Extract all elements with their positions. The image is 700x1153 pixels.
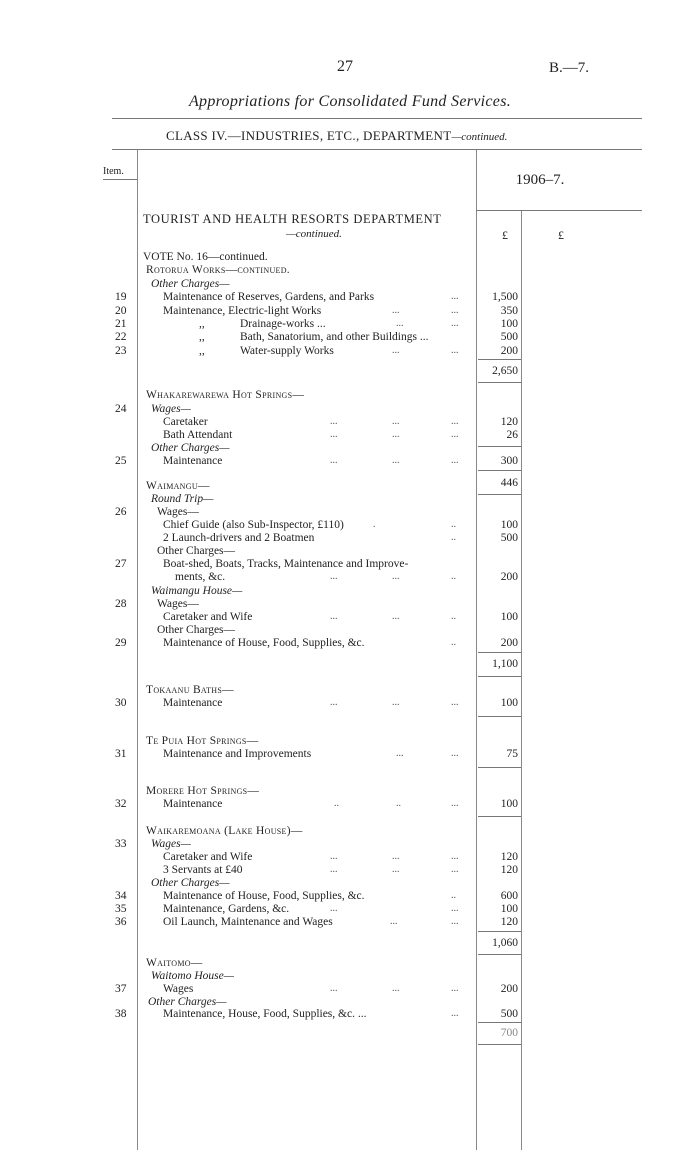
item-number: 35 — [115, 903, 127, 915]
table-row: 23 ,, Water-supply Works ... ... 200 — [115, 345, 518, 357]
table-row: Caretaker and Wife ... ... .. 100 — [163, 611, 518, 623]
item-number: 21 — [115, 318, 127, 330]
table-row: 31 Maintenance and Improvements ... ... 75 — [115, 748, 518, 760]
item-amount: 300 — [500, 455, 518, 467]
list-item — [0, 442, 700, 456]
table-row — [0, 558, 700, 572]
list-item — [0, 264, 700, 278]
item-number: 29 — [115, 637, 127, 649]
list-item — [0, 785, 700, 799]
list-item — [0, 251, 700, 265]
item-amount: 100 — [500, 519, 518, 531]
sum-rule — [478, 382, 521, 383]
subheading: Other Charges— — [157, 545, 236, 557]
section-heading: Waikaremoana (Lake House)— — [146, 825, 303, 837]
subheading: Round Trip— — [151, 493, 214, 505]
item-number: 33 — [115, 838, 127, 850]
table-row: ments, &c. ... ... .. 200 — [175, 571, 518, 583]
section-heading: Waimangu— — [146, 480, 210, 492]
list-item — [0, 624, 700, 638]
table-row: Caretaker and Wife ... ... ... 120 — [163, 851, 518, 863]
item-number: 36 — [115, 916, 127, 928]
item-amount: 26 — [506, 429, 518, 441]
list-item — [0, 735, 700, 749]
table-row: 2 Launch-drivers and 2 Boatmen .. 500 — [163, 532, 518, 544]
item-number: 19 — [115, 291, 127, 303]
section-heading: Whakarewarewa Hot Springs— — [146, 389, 305, 401]
item-text: Bath, Sanatorium, and other Buildings ... — [240, 331, 429, 343]
section-heading: Waitomo— — [146, 957, 203, 969]
item-amount: 600 — [500, 890, 518, 902]
item-text: Caretaker and Wife — [163, 851, 253, 863]
subtotal-waikaremoana: 1,060 — [492, 937, 518, 949]
item-amount: 1,500 — [492, 291, 518, 303]
item-amount: 120 — [500, 864, 518, 876]
subtotal-rotorua: 2,650 — [492, 365, 518, 377]
sum-rule — [478, 954, 521, 955]
subheading: Wages— — [151, 838, 191, 850]
sum-rule — [478, 767, 521, 768]
department-continued: —continued. — [286, 228, 342, 240]
item-text: Wages — [163, 983, 194, 995]
item-text: Caretaker and Wife — [163, 611, 253, 623]
table-row: 37 Wages ... ... ... 200 — [115, 983, 518, 995]
item-number: 22 — [115, 331, 127, 343]
item-number: 38 — [115, 1008, 127, 1020]
subheading: Other Charges— — [157, 624, 236, 636]
item-amount: 100 — [500, 798, 518, 810]
item-number: 37 — [115, 983, 127, 995]
subheading: Wages— — [151, 403, 191, 415]
item-amount: 100 — [500, 697, 518, 709]
item-amount: 500 — [500, 532, 518, 544]
page-number: 27 — [337, 58, 353, 75]
table-row: 19 Maintenance of Reserves, Gardens, and Parks ... 1,500 — [115, 291, 518, 303]
table-row: 35 Maintenance, Gardens, &c. ... ... 100 — [115, 903, 518, 915]
rule-under-heading — [112, 149, 642, 150]
list-item — [0, 278, 700, 292]
sum-rule — [478, 931, 521, 932]
item-number: 34 — [115, 890, 127, 902]
list-item — [0, 493, 700, 507]
table-row: Bath Attendant ... ... ... 26 — [163, 429, 518, 441]
table-row: 34 Maintenance of House, Food, Supplies, &c. .. 600 — [115, 890, 518, 902]
list-item — [0, 598, 700, 612]
item-column-label: Item. — [103, 166, 124, 177]
table-row: Caretaker ... ... ... 120 — [163, 416, 518, 428]
item-number: 23 — [115, 345, 127, 357]
item-amount: 120 — [500, 916, 518, 928]
sum-rule — [478, 1044, 521, 1045]
item-text: Maintenance, Gardens, &c. — [163, 903, 290, 915]
item-text: Chief Guide (also Sub-Inspector, £110) — [163, 519, 344, 531]
sum-rule — [478, 676, 521, 677]
item-text: Bath Attendant — [163, 429, 233, 441]
list-item — [0, 585, 700, 599]
list-item — [0, 480, 700, 494]
list-item — [0, 838, 700, 852]
item-text: 2 Launch-drivers and 2 Boatmen — [163, 532, 315, 544]
item-number: 24 — [115, 403, 127, 415]
subtotal-waimangu: 1,100 — [492, 658, 518, 670]
sum-rule — [478, 816, 521, 817]
item-amount: 200 — [500, 571, 518, 583]
item-text: Maintenance of Reserves, Gardens, and Parks — [163, 291, 375, 303]
subheading: Waimangu House— — [151, 585, 243, 597]
table-row: 32 Maintenance .. .. ... 100 — [115, 798, 518, 810]
table-row: 20 Maintenance, Electric-light Works ... ... 350 — [115, 305, 518, 317]
item-amount: 200 — [500, 345, 518, 357]
section-heading: Tokaanu Baths— — [146, 684, 234, 696]
item-text: Maintenance and Improvements — [163, 748, 312, 760]
item-number: 31 — [115, 748, 127, 760]
list-item — [0, 957, 700, 971]
subheading: Wages— — [157, 598, 199, 610]
year-heading: 1906–7. — [515, 172, 565, 188]
item-amount: 100 — [500, 903, 518, 915]
subheading: Waitomo House— — [151, 970, 234, 982]
subheading: Wages— — [157, 506, 199, 518]
table-row: 22 ,, Bath, Sanatorium, and other Buildings ... 500 — [115, 331, 518, 343]
table-row: Chief Guide (also Sub-Inspector, £110) . .. 100 — [163, 519, 518, 531]
currency-right: £ — [558, 228, 564, 242]
list-item — [0, 403, 700, 417]
table-row: 3 Servants at £40 ... ... ... 120 — [163, 864, 518, 876]
item-text: Maintenance, Electric-light Works — [163, 305, 322, 317]
item-amount: 100 — [500, 318, 518, 330]
item-text: 3 Servants at £40 — [163, 864, 243, 876]
sum-rule — [478, 470, 521, 471]
sum-rule — [478, 359, 521, 360]
item-amount: 500 — [500, 331, 518, 343]
table-row: 25 Maintenance ... ... ... 300 — [115, 455, 518, 467]
list-item — [0, 970, 700, 984]
table-row: 36 Oil Launch, Maintenance and Wages ... ... 120 — [115, 916, 518, 928]
item-number: 27 — [115, 558, 127, 570]
section-heading: Morere Hot Springs— — [146, 785, 260, 797]
page-title: Appropriations for Consolidated Fund Services. — [188, 93, 512, 110]
item-text: Maintenance of House, Food, Supplies, &c. — [163, 890, 365, 902]
item-number: 28 — [115, 598, 127, 610]
item-amount: 120 — [500, 416, 518, 428]
sum-rule — [478, 716, 521, 717]
subtotal-whakarewarewa: 446 — [500, 477, 518, 489]
list-item — [0, 684, 700, 698]
item-amount: 500 — [500, 1008, 518, 1020]
document-reference: B.—7. — [549, 60, 590, 76]
item-number: 32 — [115, 798, 127, 810]
rule-top — [112, 118, 642, 119]
class-heading: CLASS IV.—INDUSTRIES, ETC., DEPARTMENT—continued. — [166, 128, 508, 143]
item-amount: 200 — [500, 637, 518, 649]
sum-rule — [478, 652, 521, 653]
item-number: 25 — [115, 455, 127, 467]
item-amount: 120 — [500, 851, 518, 863]
item-text: Maintenance — [163, 798, 223, 810]
item-text: Boat-shed, Boats, Tracks, Maintenance and Improve- — [163, 558, 409, 570]
class-heading-continued: —continued. — [451, 131, 508, 143]
item-text: ments, &c. — [175, 571, 226, 583]
sum-rule — [478, 446, 521, 447]
section-heading: Rotorua Works—continued. — [146, 264, 290, 276]
item-number: 20 — [115, 305, 127, 317]
list-item — [0, 877, 700, 891]
list-item — [0, 545, 700, 559]
item-amount: 200 — [500, 983, 518, 995]
currency-left: £ — [502, 228, 508, 242]
list-item — [0, 389, 700, 403]
item-text: Maintenance of House, Food, Supplies, &c. — [163, 637, 365, 649]
item-text: Drainage-works ... — [240, 318, 326, 330]
section-heading: Te Puia Hot Springs— — [146, 735, 259, 747]
sum-rule — [478, 1022, 521, 1023]
item-text: Caretaker — [163, 416, 208, 428]
table-row: 29 Maintenance of House, Food, Supplies, &c. .. 200 — [115, 637, 518, 649]
item-amount: 350 — [500, 305, 518, 317]
table-row: 21 ,, Drainage-works ... ... ... 100 — [115, 318, 518, 330]
subheading: Other Charges— — [151, 442, 230, 454]
item-text: Water-supply Works — [240, 345, 334, 357]
item-text: Maintenance — [163, 455, 223, 467]
subtotal-waitomo: 700 — [500, 1027, 518, 1039]
list-item — [0, 506, 700, 520]
item-number: 30 — [115, 697, 127, 709]
item-number: 26 — [115, 506, 127, 518]
list-item — [0, 825, 700, 839]
item-text: Oil Launch, Maintenance and Wages — [163, 916, 333, 928]
year-rule — [476, 210, 642, 211]
subheading: Other Charges— — [151, 278, 230, 290]
department-name: TOURIST AND HEALTH RESORTS DEPARTMENT — [143, 212, 442, 226]
subheading: Other Charges— — [151, 877, 230, 889]
item-rule — [103, 179, 137, 180]
vote-heading: VOTE No. 16—continued. — [143, 251, 268, 263]
table-row: 38 Maintenance, House, Food, Supplies, &c. ... ... 500 — [115, 1008, 518, 1020]
subheading: Other Charges— — [148, 996, 227, 1008]
item-amount: 75 — [506, 748, 518, 760]
item-amount: 100 — [500, 611, 518, 623]
item-text: Maintenance, House, Food, Supplies, &c. ... — [163, 1008, 367, 1020]
item-text: Maintenance — [163, 697, 223, 709]
table-row: 30 Maintenance ... ... ... 100 — [115, 697, 518, 709]
